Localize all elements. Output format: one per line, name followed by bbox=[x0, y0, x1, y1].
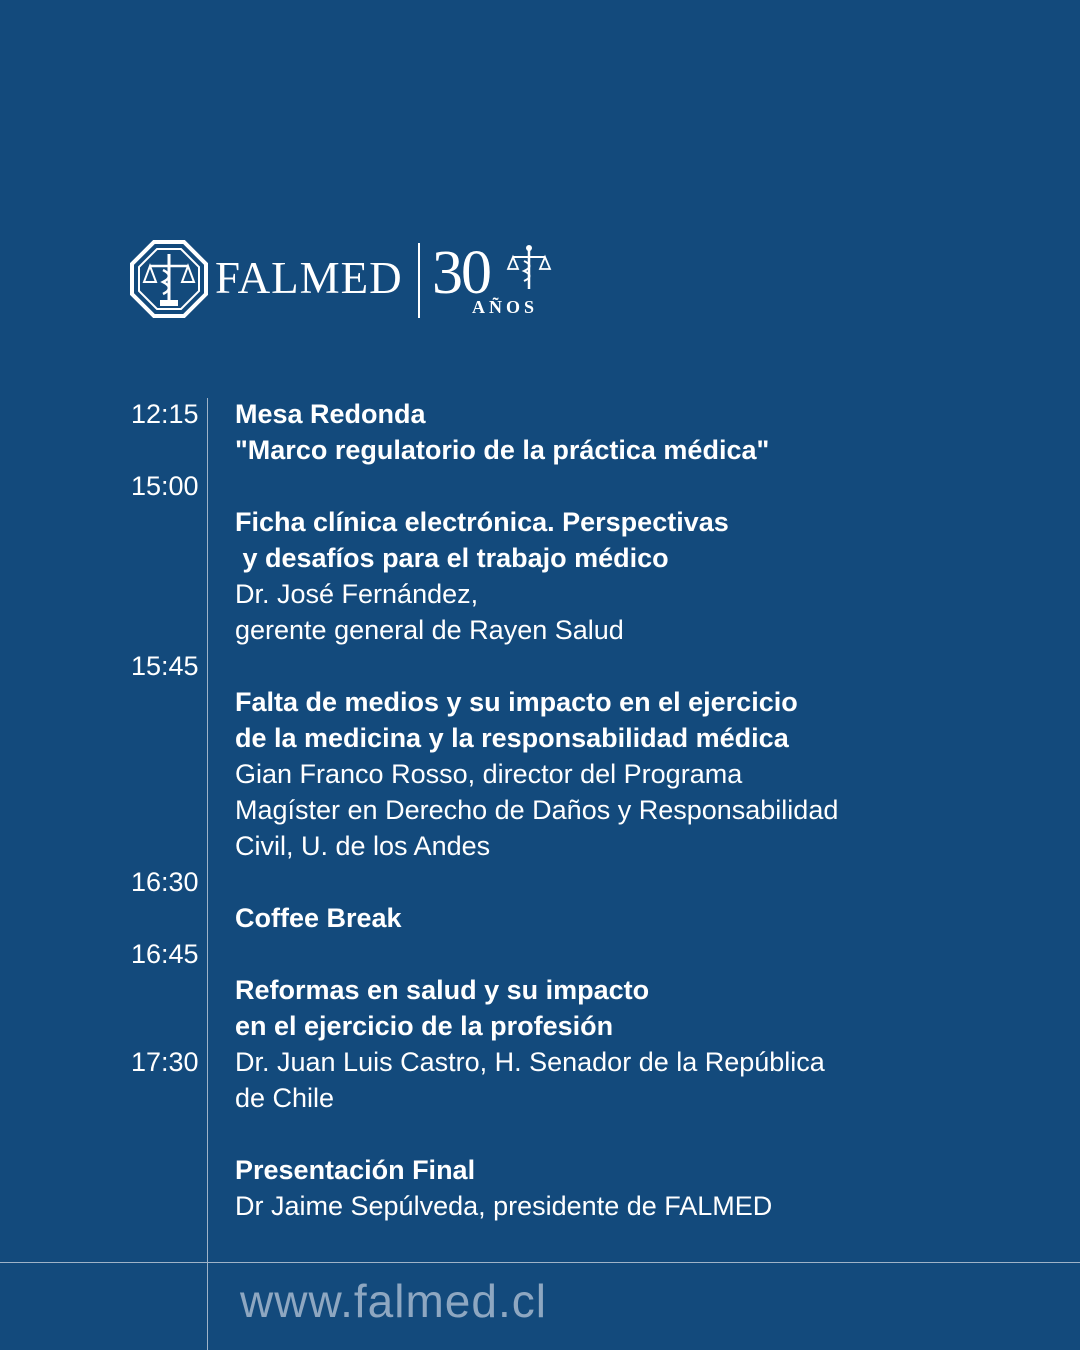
logo-divider bbox=[418, 243, 420, 318]
anniversary-word: AÑOS bbox=[472, 297, 539, 317]
session-title: de la medicina y la responsabilidad médica bbox=[235, 723, 789, 753]
time-label: 16:30 bbox=[131, 867, 199, 897]
session-title: en el ejercicio de la profesión bbox=[235, 1011, 614, 1041]
speaker-info: gerente general de Rayen Salud bbox=[235, 615, 624, 645]
caduceus-scales-icon bbox=[505, 243, 553, 293]
speaker-info: Dr Jaime Sepúlveda, presidente de FALMED bbox=[235, 1191, 773, 1221]
brand-name: FALMED bbox=[215, 253, 403, 303]
timeline-divider bbox=[207, 398, 208, 1350]
speaker-info: Magíster en Derecho de Daños y Responsabilidad bbox=[235, 795, 839, 825]
speaker-info: Civil, U. de los Andes bbox=[235, 831, 491, 861]
session-title: Falta de medios y su impacto en el ejercicio bbox=[235, 687, 798, 717]
footer-divider bbox=[0, 1262, 1080, 1263]
time-label: 17:30 bbox=[131, 1047, 199, 1077]
speaker-info: Dr. Juan Luis Castro, H. Senador de la República bbox=[235, 1047, 825, 1077]
time-label: 12:15 bbox=[131, 399, 199, 429]
speaker-info: Gian Franco Rosso, director del Programa bbox=[235, 759, 743, 789]
session-title: Presentación Final bbox=[235, 1155, 476, 1185]
speaker-info: de Chile bbox=[235, 1083, 335, 1113]
speaker-info: Dr. José Fernández, bbox=[235, 579, 479, 609]
session-title: y desafíos para el trabajo médico bbox=[235, 543, 669, 573]
session-title: "Marco regulatorio de la práctica médica" bbox=[235, 435, 770, 465]
session-title: Coffee Break bbox=[235, 903, 402, 933]
session-title: Reformas en salud y su impacto bbox=[235, 975, 650, 1005]
session-title: Ficha clínica electrónica. Perspectivas bbox=[235, 507, 729, 537]
time-label: 15:45 bbox=[131, 651, 199, 681]
time-label: 16:45 bbox=[131, 939, 199, 969]
website-url[interactable]: www.falmed.cl bbox=[240, 1275, 547, 1327]
session-title: Mesa Redonda bbox=[235, 399, 426, 429]
time-label: 15:00 bbox=[131, 471, 199, 501]
emblem-icon bbox=[132, 242, 206, 316]
anniversary-number: 30 bbox=[432, 239, 490, 307]
